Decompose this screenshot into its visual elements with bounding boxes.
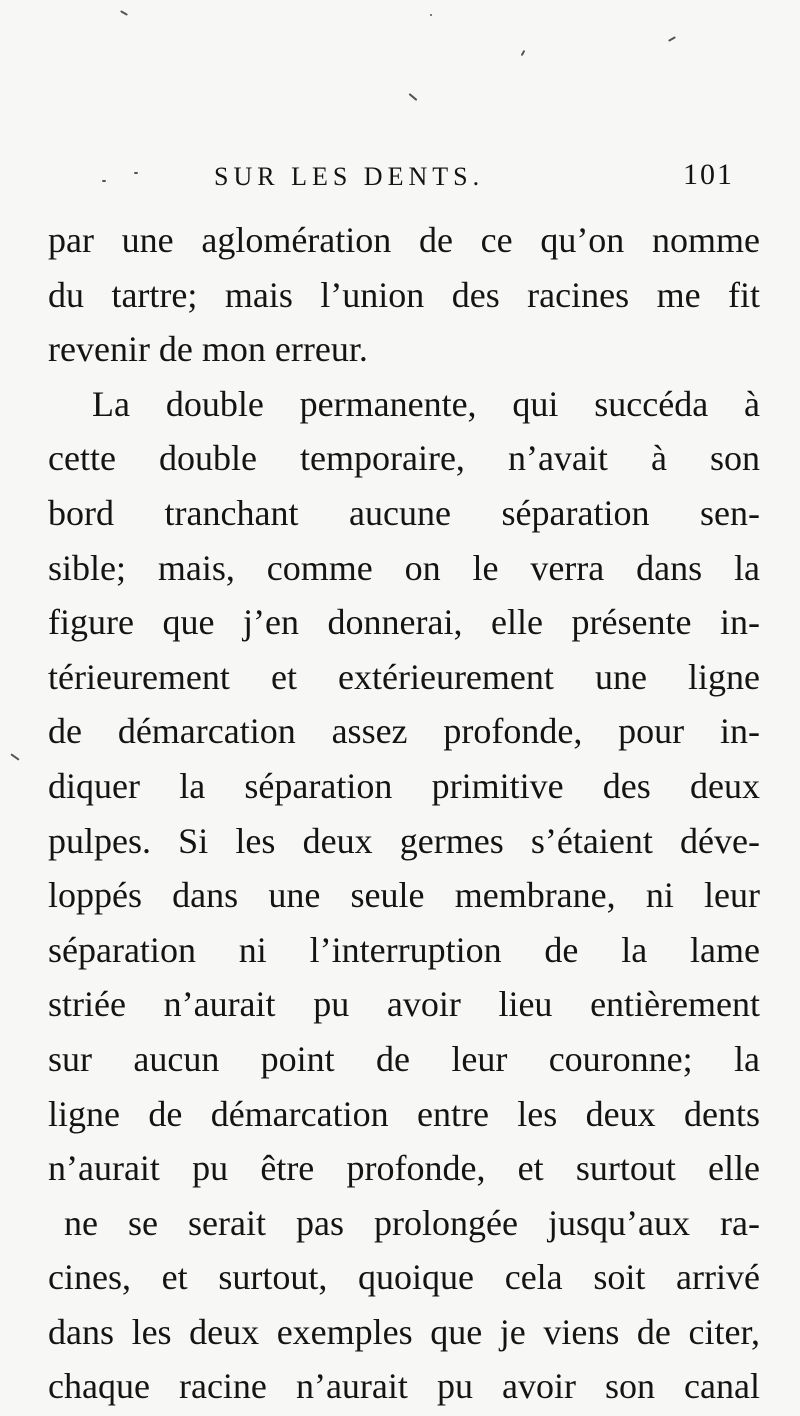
scan-speck <box>430 14 432 16</box>
text-line: du tartre; mais l’union des racines me fit <box>48 274 760 315</box>
text-line: revenir de mon erreur. <box>48 329 368 370</box>
text-line: ne se serait pas prolongée jusqu’aux ra- <box>64 1202 760 1243</box>
text-line: striée n’aurait pu avoir lieu entièrement <box>48 984 760 1025</box>
text-line: figure que j’en donnerai, elle présente in- <box>48 602 760 643</box>
running-title: SUR LES DENTS. <box>214 162 485 191</box>
page-header <box>0 158 800 198</box>
text-line: dans les deux exemples que je viens de citer, <box>48 1311 760 1352</box>
text-line: n’aurait pu être profonde, et surtout elle <box>48 1148 760 1189</box>
text-line: cette double temporaire, n’avait à son <box>48 438 760 479</box>
scan-speck <box>10 753 19 760</box>
text-line: sur aucun point de leur couronne; la <box>48 1038 760 1079</box>
scan-speck <box>409 93 418 101</box>
text-line: chaque racine n’aurait pu avoir son canal <box>48 1366 760 1407</box>
text-line: séparation ni l’interruption de la lame <box>48 929 760 970</box>
scan-speck <box>120 10 128 16</box>
text-line: cines, et surtout, quoique cela soit arrivé <box>48 1257 760 1298</box>
text-line: ligne de démarcation entre les deux dents <box>48 1093 760 1134</box>
text-line: La double permanente, qui succéda à <box>92 383 760 424</box>
text-line: diquer la séparation primitive des deux <box>48 765 760 806</box>
text-line: sible; mais, comme on le verra dans la <box>48 547 760 588</box>
page-number: 101 <box>683 158 734 191</box>
text-line: loppés dans une seule membrane, ni leur <box>48 875 760 916</box>
text-line: pulpes. Si les deux germes s’étaient déve- <box>48 820 760 861</box>
scan-speck <box>668 36 676 42</box>
text-line: de démarcation assez profonde, pour in- <box>48 711 760 752</box>
text-line: térieurement et extérieurement une ligne <box>48 656 760 697</box>
text-line: par une aglomération de ce qu’on nomme <box>48 220 760 260</box>
body-text <box>48 213 760 1414</box>
scan-speck <box>521 50 526 56</box>
text-line: bord tranchant aucune séparation sen- <box>48 492 760 533</box>
